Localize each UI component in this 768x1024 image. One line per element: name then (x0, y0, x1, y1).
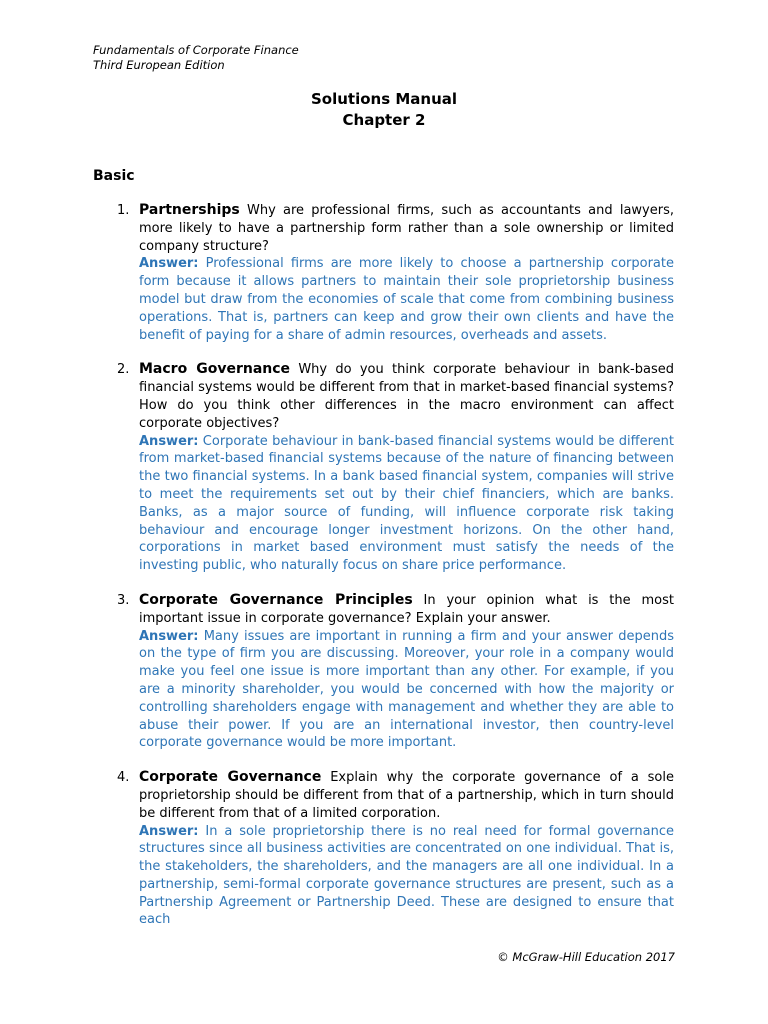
answer-text: In a sole proprietorship there is no real need for formal governance structures since all business activities are concentrated on one individual. That is, the stakeholders, the shareholders, and the managers are all one individual. In a partnership, semi-formal corporate governance structures are present, such as a Partnership Agreement or Partnership Deed. These are designed to ensure that each (139, 823, 674, 928)
answer (139, 433, 674, 575)
question-text: Why are professional firms, such as accountants and lawyers, more likely to have a partnership form rather than a sole ownership or limited company structure? (139, 203, 674, 254)
answer-label: Answer: (139, 256, 199, 272)
answer-text: Corporate behaviour in bank-based financial systems would be different from market-based financial systems because of the nature of financing between the two financial systems. In a bank based financial system, companies will strive to meet the requirements set out by their chief financiers, which are banks. Banks, as a major source of funding, will influence corporate risk taking behaviour and encourage longer investment horizons. On the other hand, corporations in market based environment must satisfy the needs of the investing public, who naturally focus on share price performance. (139, 433, 674, 574)
question-number: 2. (117, 362, 130, 378)
question-item (111, 202, 674, 344)
question-number: 1. (117, 203, 130, 218)
page-title (0, 89, 768, 131)
question-item (111, 592, 674, 752)
manual-title: Solutions Manual (310, 90, 458, 108)
question-item (111, 769, 674, 929)
chapter-title: Chapter 2 (342, 111, 426, 129)
answer (139, 628, 674, 753)
document-header (93, 43, 299, 73)
answer-label: Answer: (139, 433, 199, 449)
answer (139, 823, 674, 930)
edition: Third European Edition (93, 58, 225, 72)
question-list (111, 202, 674, 946)
copyright-footer: © McGraw-Hill Education 2017 (497, 950, 675, 964)
section-heading: Basic (93, 168, 135, 184)
question-text: In your opinion what is the most important issue in corporate governance? Explain your answer. (139, 592, 674, 626)
question-text: Why do you think corporate behaviour in bank-based financial systems would be different from that in market-based financial systems? How do you think other differences in the macro environment can affect corporate objectives? (139, 362, 674, 431)
question-title: Corporate Governance Principles (139, 591, 413, 608)
question-title: Partnerships (139, 202, 240, 218)
question-title: Macro Governance (139, 361, 291, 378)
book-title: Fundamentals of Corporate Finance (93, 43, 299, 57)
question-text: Explain why the corporate governance of a sole proprietorship should be different from that of a partnership, which in turn should be different from that of a limited corporation. (139, 770, 674, 821)
question-item (111, 361, 674, 575)
answer-text: Professional firms are more likely to choose a partnership corporate form because it allows partners to maintain their sole proprietorship business model but draw from the economies of scale that come from combining business operations. That is, partners can keep and grow their own clients and have the benefit of paying for a share of admin resources, overheads and assets. (139, 256, 674, 343)
question-number: 4. (117, 770, 130, 786)
question-number: 3. (117, 592, 130, 608)
answer (139, 255, 674, 344)
answer-label: Answer: (139, 823, 199, 839)
question-title: Corporate Governance (139, 769, 322, 786)
answer-text: Many issues are important in running a firm and your answer depends on the type of firm you are discussing. Moreover, your role in a company would make you feel one issue is more important than any other. For example, if you are a minority shareholder, you would be concerned with how the majority or controlling shareholders engage with management and whether they are able to abuse their power. If you are an international investor, then country-level corporate governance would be more important. (139, 628, 674, 751)
answer-label: Answer: (139, 628, 199, 644)
